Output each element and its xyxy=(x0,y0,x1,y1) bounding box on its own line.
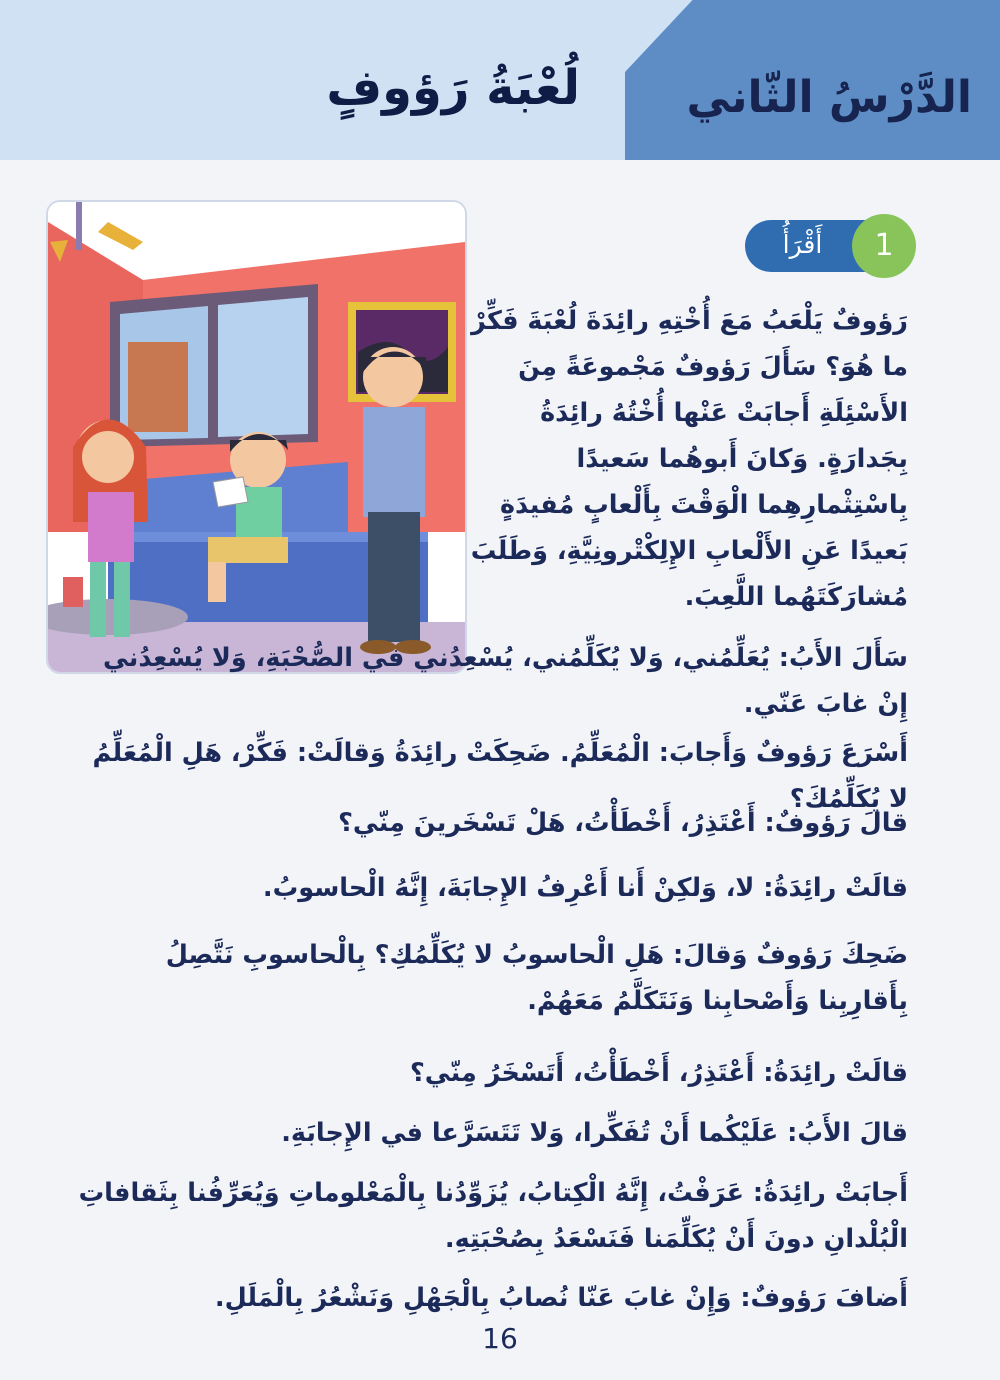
story-illustration xyxy=(46,200,467,674)
story-paragraph-9: أَجابَتْ رائِدَةُ: عَرَفْتُ، إِنَّهُ الْكِتابُ، يُزَوِّدُنا بِالْمَعْلوماتِ وَيُعَرِّفُنا بِثَقافاتِ الْبُلْدانِ دونَ أَنْ يُكَلِّمَنا فَنَسْعَدُ بِصُحْبَتِهِ. xyxy=(78,1178,908,1254)
story-paragraph-2: سَأَلَ الأَبُ: يُعَلِّمُني، وَلا يُكَلِّمُني، يُسْعِدُني في الصُّحْبَةِ، وَلا يُسْعِدُني إِنْ غابَ عَنّي. xyxy=(103,643,908,719)
story-paragraph-5: قالَتْ رائِدَةُ: لا، وَلكِنْ أَنا أَعْرِفُ الإِجابَةَ، إِنَّهُ الْحاسوبُ. xyxy=(262,873,908,903)
story-paragraph-7: قالَتْ رائِدَةُ: أَعْتَذِرُ، أَخْطَأْتُ، أَتَسْخَرُ مِنّي؟ xyxy=(409,1058,908,1088)
section-number: 1 xyxy=(852,214,916,278)
page-number: 16 xyxy=(482,1322,518,1355)
story-paragraph-10: أَضافَ رَؤوفٌ: وَإِنْ غابَ عَنّا نُصابُ بِالْجَهْلِ وَنَشْعُرُ بِالْمَلَلِ. xyxy=(214,1283,908,1313)
lesson-title: لُعْبَةُ رَؤوفٍ xyxy=(326,60,580,116)
story-paragraph-8: قالَ الأَبُ: عَلَيْكُما أَنْ تُفَكِّرا، وَلا تَتَسَرَّعا في الإِجابَةِ. xyxy=(281,1118,908,1148)
section-label: أَقْرَأُ xyxy=(782,230,823,259)
family-scene-image xyxy=(48,202,465,672)
story-paragraph-4: قالَ رَؤوفٌ: أَعْتَذِرُ، أَخْطَأْتُ، هَلْ تَسْخَرينَ مِنّي؟ xyxy=(338,808,908,838)
story-paragraph-3: أَسْرَعَ رَؤوفٌ وَأَجابَ: الْمُعَلِّمُ. ضَحِكَتْ رائِدَةُ وَقالَتْ: فَكِّرْ، هَلِ الْمُعَلِّمُ لا يُكَلِّمُكَ؟ xyxy=(92,738,908,814)
story-paragraph-intro: رَؤوفٌ يَلْعَبُ مَعَ أُخْتِهِ رائِدَةَ لُعْبَةَ فَكِّرْ ما هُوَ؟ سَأَلَ رَؤوفٌ مَجْموعَةً مِنَ الأَسْئِلَةِ أَجابَتْ عَنْها أُخْتُهُ رائِدَةُ بِجَدارَةٍ. وَكانَ أَبوهُما سَعيدًا بِاسْتِثْمارِهِما الْوَقْتَ بِأَلْعابٍ مُفيدَةٍ بَعيدًا عَنِ الأَلْعابِ الإِلِكْتْرونِيَّةِ، وَطَلَبَ مُشارَكَتَهُما اللَّعِبَ. xyxy=(470,306,908,612)
lesson-number: الدَّرْسُ الثّاني xyxy=(686,72,972,123)
story-paragraph-6: ضَحِكَ رَؤوفٌ وَقالَ: هَلِ الْحاسوبُ لا يُكَلِّمُكِ؟ بِالْحاسوبِ نَتَّصِلُ بِأَقارِبِنا وَأَصْحابِنا وَنَتَكَلَّمُ مَعَهُمْ. xyxy=(165,940,908,1016)
